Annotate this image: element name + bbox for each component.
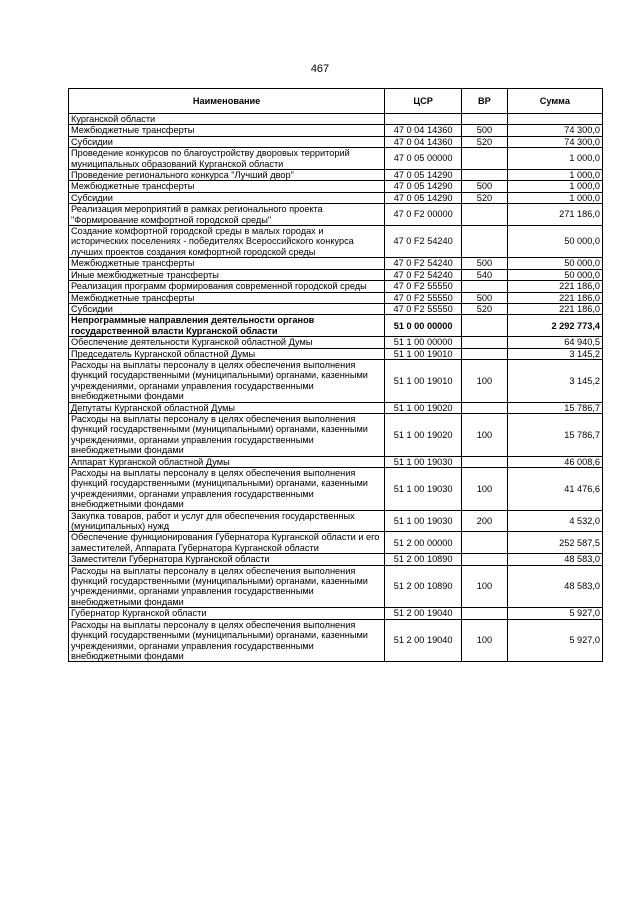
- cell-sum: 46 008,6: [507, 456, 602, 467]
- cell-sum: 4 532,0: [507, 510, 602, 532]
- cell-sum: 5 927,0: [507, 619, 602, 662]
- table-row: [69, 114, 603, 125]
- cell-name: Расходы на выплаты персоналу в целях обеспечения выполнения функций государственными (муниципальными) органами, казенными учреждениями, органами управления государственными внебюджетными фондами: [69, 565, 385, 608]
- cell-sum: 50 000,0: [507, 258, 602, 269]
- cell-csr: 51 1 00 19030: [385, 468, 462, 511]
- cell-vr: [462, 348, 508, 359]
- cell-name: Расходы на выплаты персоналу в целях обеспечения выполнения функций государственными (муниципальными) органами, казенными учреждениями, органами управления государственными внебюджетными фондами: [69, 468, 385, 511]
- cell-sum: 50 000,0: [507, 269, 602, 280]
- table-row: [69, 170, 603, 181]
- table-row: [69, 315, 603, 337]
- cell-vr: [462, 456, 508, 467]
- cell-csr: 51 2 00 00000: [385, 532, 462, 554]
- cell-name: Аппарат Курганской областной Думы: [69, 456, 385, 467]
- cell-name: Межбюджетные трансферты: [69, 258, 385, 269]
- cell-sum: [507, 114, 602, 125]
- table-row: [69, 136, 603, 147]
- cell-vr: 100: [462, 468, 508, 511]
- cell-vr: 100: [462, 359, 508, 402]
- table-row: [69, 619, 603, 662]
- cell-csr: 47 0 05 14290: [385, 192, 462, 203]
- cell-name: Проведение конкурсов по благоустройству дворовых территорий муниципальных образований Курганской области: [69, 148, 385, 170]
- cell-vr: [462, 315, 508, 337]
- cell-vr: [462, 281, 508, 292]
- table-row: [69, 413, 603, 456]
- cell-sum: 252 587,5: [507, 532, 602, 554]
- cell-name: Субсидии: [69, 192, 385, 203]
- cell-name: Расходы на выплаты персоналу в целях обеспечения выполнения функций государственными (муниципальными) органами, казенными учреждениями, органами управления государственными внебюджетными фондами: [69, 619, 385, 662]
- table-row: [69, 258, 603, 269]
- table-row: [69, 148, 603, 170]
- cell-vr: [462, 532, 508, 554]
- cell-sum: 64 940,5: [507, 337, 602, 348]
- cell-vr: [462, 204, 508, 226]
- cell-sum: 3 145,2: [507, 348, 602, 359]
- cell-name: Проведение регионального конкурса "Лучший двор": [69, 170, 385, 181]
- cell-name: Закупка товаров, работ и услуг для обеспечения государственных (муниципальных) нужд: [69, 510, 385, 532]
- cell-csr: 47 0 F2 54240: [385, 258, 462, 269]
- cell-sum: 1 000,0: [507, 170, 602, 181]
- cell-csr: 47 0 04 14360: [385, 136, 462, 147]
- cell-sum: 1 000,0: [507, 192, 602, 203]
- cell-sum: 221 186,0: [507, 281, 602, 292]
- cell-csr: 51 2 00 10890: [385, 554, 462, 565]
- cell-name: Межбюджетные трансферты: [69, 125, 385, 136]
- cell-vr: 540: [462, 269, 508, 280]
- table-body: [69, 114, 603, 662]
- cell-name: Депутаты Курганской областной Думы: [69, 402, 385, 413]
- budget-table: [68, 88, 603, 662]
- cell-name: Расходы на выплаты персоналу в целях обеспечения выполнения функций государственными (муниципальными) органами, казенными учреждениями, органами управления государственными внебюджетными фондами: [69, 359, 385, 402]
- table-row: [69, 456, 603, 467]
- cell-name: Субсидии: [69, 303, 385, 314]
- table-row: [69, 565, 603, 608]
- table-row: [69, 192, 603, 203]
- cell-csr: 51 1 00 19010: [385, 359, 462, 402]
- table-row: [69, 608, 603, 619]
- cell-csr: 47 0 05 14290: [385, 181, 462, 192]
- cell-name: Губернатор Курганской области: [69, 608, 385, 619]
- cell-name: Создание комфортной городской среды в малых городах и исторических поселениях - победителях Всероссийского конкурса лучших проектов создания комфортной городской среды: [69, 226, 385, 258]
- cell-vr: [462, 148, 508, 170]
- table-row: [69, 292, 603, 303]
- cell-sum: 3 145,2: [507, 359, 602, 402]
- cell-sum: 15 786,7: [507, 413, 602, 456]
- cell-csr: 47 0 F2 54240: [385, 226, 462, 258]
- cell-sum: 221 186,0: [507, 303, 602, 314]
- cell-name: Непрограммные направления деятельности органов государственной власти Курганской области: [69, 315, 385, 337]
- cell-name: Обеспечение функционирования Губернатора Курганской области и его заместителей, Аппарата Губернатора Курганской области: [69, 532, 385, 554]
- cell-vr: 100: [462, 565, 508, 608]
- cell-name: Субсидии: [69, 136, 385, 147]
- header-sum: Сумма: [507, 89, 602, 114]
- cell-csr: 51 1 00 19020: [385, 402, 462, 413]
- cell-vr: 100: [462, 619, 508, 662]
- cell-name: Обеспечение деятельности Курганской областной Думы: [69, 337, 385, 348]
- cell-vr: 500: [462, 125, 508, 136]
- cell-sum: 48 583,0: [507, 565, 602, 608]
- table-row: [69, 468, 603, 511]
- cell-name: Заместители Губернатора Курганской области: [69, 554, 385, 565]
- cell-name: Расходы на выплаты персоналу в целях обеспечения выполнения функций государственными (муниципальными) органами, казенными учреждениями, органами управления государственными внебюджетными фондами: [69, 413, 385, 456]
- table-row: [69, 269, 603, 280]
- table-row: [69, 554, 603, 565]
- table-row: [69, 181, 603, 192]
- table-row: [69, 281, 603, 292]
- cell-name: Курганской области: [69, 114, 385, 125]
- cell-vr: 520: [462, 192, 508, 203]
- cell-vr: [462, 114, 508, 125]
- header-vr: ВР: [462, 89, 508, 114]
- table-row: [69, 337, 603, 348]
- cell-csr: 51 2 00 10890: [385, 565, 462, 608]
- cell-name: Межбюджетные трансферты: [69, 181, 385, 192]
- table-row: [69, 348, 603, 359]
- cell-sum: 221 186,0: [507, 292, 602, 303]
- table-row: [69, 204, 603, 226]
- cell-name: Реализация мероприятий в рамках регионального проекта "Формирование комфортной городской среды": [69, 204, 385, 226]
- cell-vr: 500: [462, 181, 508, 192]
- cell-vr: 100: [462, 413, 508, 456]
- cell-sum: 1 000,0: [507, 148, 602, 170]
- cell-csr: 51 1 00 19020: [385, 413, 462, 456]
- cell-sum: 15 786,7: [507, 402, 602, 413]
- table-row: [69, 303, 603, 314]
- cell-csr: 51 1 00 19030: [385, 510, 462, 532]
- cell-csr: 51 0 00 00000: [385, 315, 462, 337]
- cell-vr: [462, 554, 508, 565]
- cell-csr: 47 0 F2 00000: [385, 204, 462, 226]
- cell-vr: [462, 170, 508, 181]
- cell-csr: 47 0 F2 54240: [385, 269, 462, 280]
- cell-csr: 47 0 F2 55550: [385, 281, 462, 292]
- cell-vr: [462, 337, 508, 348]
- cell-csr: 47 0 05 14290: [385, 170, 462, 181]
- cell-vr: 520: [462, 136, 508, 147]
- cell-csr: 51 1 00 19010: [385, 348, 462, 359]
- cell-csr: 47 0 05 00000: [385, 148, 462, 170]
- cell-sum: 50 000,0: [507, 226, 602, 258]
- table-row: [69, 226, 603, 258]
- cell-vr: 500: [462, 292, 508, 303]
- cell-sum: 1 000,0: [507, 181, 602, 192]
- cell-name: Иные межбюджетные трансферты: [69, 269, 385, 280]
- cell-sum: 2 292 773,4: [507, 315, 602, 337]
- table-row: [69, 359, 603, 402]
- cell-sum: 271 186,0: [507, 204, 602, 226]
- cell-name: Межбюджетные трансферты: [69, 292, 385, 303]
- page-number: 467: [310, 63, 330, 75]
- cell-csr: 47 0 F2 55550: [385, 303, 462, 314]
- table-row: [69, 510, 603, 532]
- table-header-row: [69, 89, 603, 114]
- cell-sum: 74 300,0: [507, 125, 602, 136]
- cell-csr: 51 1 00 00000: [385, 337, 462, 348]
- cell-csr: 47 0 F2 55550: [385, 292, 462, 303]
- cell-csr: 51 1 00 19030: [385, 456, 462, 467]
- header-name: Наименование: [69, 89, 385, 114]
- cell-vr: 520: [462, 303, 508, 314]
- table-row: [69, 125, 603, 136]
- cell-vr: [462, 226, 508, 258]
- cell-vr: 200: [462, 510, 508, 532]
- cell-csr: 47 0 04 14360: [385, 125, 462, 136]
- cell-csr: [385, 114, 462, 125]
- cell-sum: 48 583,0: [507, 554, 602, 565]
- cell-sum: 5 927,0: [507, 608, 602, 619]
- cell-name: Реализация программ формирования современной городской среды: [69, 281, 385, 292]
- cell-vr: 500: [462, 258, 508, 269]
- cell-vr: [462, 608, 508, 619]
- header-csr: ЦСР: [385, 89, 462, 114]
- table-row: [69, 532, 603, 554]
- cell-csr: 51 2 00 19040: [385, 608, 462, 619]
- cell-sum: 74 300,0: [507, 136, 602, 147]
- cell-csr: 51 2 00 19040: [385, 619, 462, 662]
- table-row: [69, 402, 603, 413]
- cell-vr: [462, 402, 508, 413]
- cell-name: Председатель Курганской областной Думы: [69, 348, 385, 359]
- cell-sum: 41 476,6: [507, 468, 602, 511]
